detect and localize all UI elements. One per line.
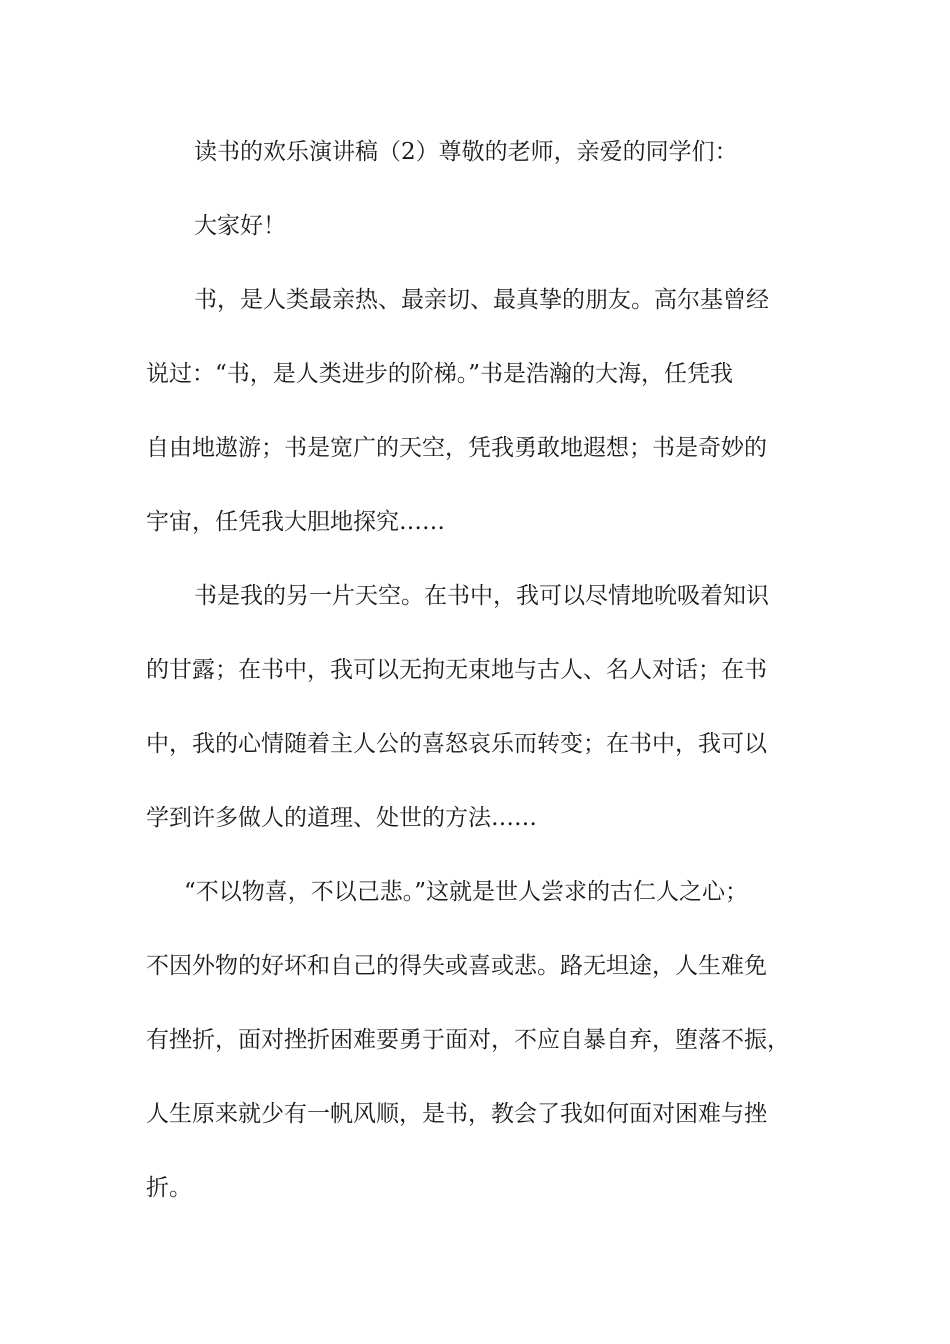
paragraph-line: 自由地遨游；书是宽广的天空，凭我勇敢地遐想；书是奇妙的 [146, 435, 767, 461]
paragraph-line: 中，我的心情随着主人公的喜怒哀乐而转变；在书中，我可以 [146, 731, 767, 757]
paragraph-line: 学到许多做人的道理、处世的方法…… [146, 805, 537, 831]
paragraph-line-title: 读书的欢乐演讲稿（2）尊敬的老师，亲爱的同学们： [194, 139, 738, 165]
paragraph-line: “不以物喜，不以己悲。”这就是世人尝求的古仁人之心； [184, 879, 749, 905]
paragraph-line: 人生原来就少有一帆风顺，是书，教会了我如何面对困难与挫 [146, 1101, 767, 1127]
paragraph-line-greeting: 大家好！ [194, 213, 286, 239]
paragraph-line: 折。 [146, 1175, 192, 1201]
paragraph-line: 有挫折，面对挫折困难要勇于面对，不应自暴自弃，堕落不振， [146, 1027, 790, 1053]
paragraph-line: 不因外物的好坏和自己的得失或喜或悲。路无坦途，人生难免 [146, 953, 767, 979]
paragraph-line: 宇宙，任凭我大胆地探究…… [146, 509, 445, 535]
paragraph-line: 的甘露；在书中，我可以无拘无束地与古人、名人对话；在书 [146, 657, 767, 683]
paragraph-line: 说过：“书，是人类进步的阶梯。”书是浩瀚的大海，任凭我 [146, 361, 734, 387]
paragraph-line: 书是我的另一片天空。在书中，我可以尽情地吮吸着知识 [194, 583, 769, 609]
paragraph-line: 书，是人类最亲热、最亲切、最真挚的朋友。高尔基曾经 [194, 287, 769, 313]
